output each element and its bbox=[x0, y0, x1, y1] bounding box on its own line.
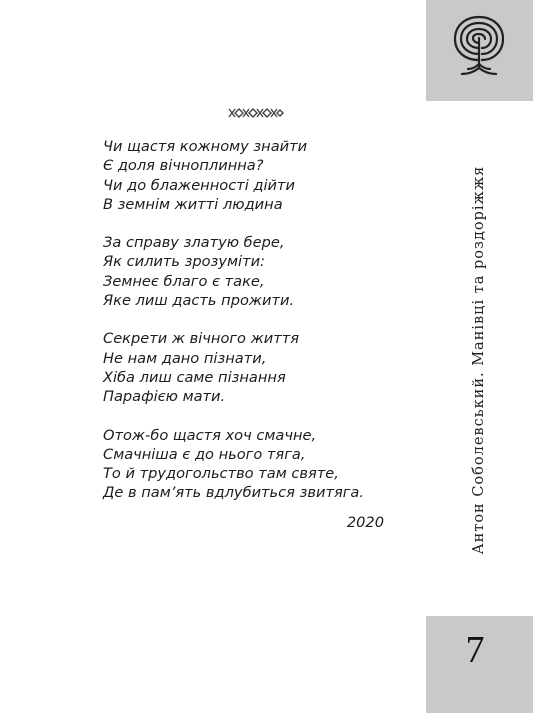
spiral-tree-logo-icon bbox=[446, 12, 512, 86]
poem-stanza bbox=[103, 233, 403, 310]
poem-body bbox=[103, 137, 403, 522]
poem-stanza bbox=[103, 329, 403, 406]
poem-line: Секрети ж вічного життя bbox=[103, 330, 300, 348]
poem-line: Яке лиш дасть прожити. bbox=[103, 292, 295, 310]
poem-line: Отож-бо щастя хоч смачне, bbox=[103, 426, 317, 444]
poem-stanza bbox=[103, 426, 403, 503]
decorative-ornament-icon bbox=[227, 106, 285, 120]
poem-stanza bbox=[103, 137, 403, 214]
poem-line: Є доля вічноплинна? bbox=[103, 157, 264, 175]
poem-line: Чи до блаженності дійти bbox=[103, 176, 296, 194]
poem-line: То й трудогольство там святе, bbox=[103, 465, 339, 483]
poem-line: Як силить зрозуміти: bbox=[103, 253, 265, 271]
poem-year: 2020 bbox=[346, 514, 384, 531]
poem-line: Смачніша є до нього тяга, bbox=[103, 445, 306, 463]
book-spine-title: Антон Соболевський. Манівці та роздоріжжя bbox=[471, 165, 487, 555]
poem-line: Де в пам’ять вдлубиться звитяга. bbox=[103, 484, 364, 502]
poem-line: В земнім житті людина bbox=[103, 195, 283, 213]
poem-line: За справу златую бере, bbox=[103, 234, 285, 252]
poem-line: Хіба лиш саме пізнання bbox=[103, 368, 286, 386]
poem-line: Чи щастя кожному знайти bbox=[103, 138, 308, 155]
poem-line: Земнеє благо є таке, bbox=[103, 272, 265, 290]
page-number: 7 bbox=[465, 629, 485, 671]
poem-line: Не нам дано пізнати, bbox=[103, 349, 267, 367]
poem-line: Парафією мати. bbox=[103, 388, 226, 406]
